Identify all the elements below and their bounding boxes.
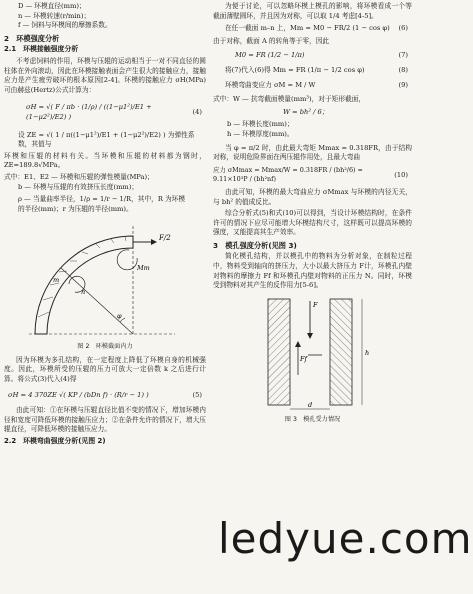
equation-9: [213, 81, 412, 91]
equation-10-number: (10): [394, 170, 408, 179]
def-n: n — 环模转速(r/min)；: [18, 11, 91, 20]
def-b: b — 环模与压辊的有效挤压长度(mm)；: [18, 182, 139, 191]
axial-force-arrowhead: [307, 333, 313, 339]
figure-2-caption: 图 2 环模截面内力: [77, 343, 133, 351]
die-wall-right: [330, 299, 352, 405]
label-d: d: [307, 400, 312, 409]
equation-5-body: σH = 4 370ZE √( KP / (bDn f) · (R/r − 1) ): [8, 390, 149, 399]
force-arrowhead: [151, 239, 157, 245]
section-2-title: 2 环模强度分析: [4, 33, 60, 43]
conclusion-paragraph: 由此可知：①在环模与压辊直径比值不变的情况下，增加环模内径和宽度可降低环模的接触压应力；②在条件允许的情况下，增大压辊直径，可降低环模的接触压应力。: [4, 406, 206, 434]
equation-4-number: (4): [192, 108, 202, 117]
label-h: h: [364, 348, 369, 357]
summary-paragraph: 综合分析式(5)和式(10)可以得到，当设计环模结构时，在条件许可的情况下应尽可能增大环模结构尺寸，这样既可以提高环模的强度，又能提高其生产效率。: [213, 209, 412, 237]
watermark: ledyue.com: [218, 514, 473, 563]
label-F2: F/2: [159, 234, 171, 243]
moment-arrow: [117, 250, 137, 270]
def-b-right: b — 环模长度(mm)；: [227, 120, 294, 129]
label-F: F: [312, 300, 318, 309]
friction-arrowhead: [295, 341, 301, 347]
equation-9-body: 环模弯曲变应力 σM = M / W: [225, 80, 316, 89]
label-M0: Mm: [137, 264, 150, 273]
label-n: n: [81, 288, 86, 297]
equation-7: [213, 51, 412, 61]
after-eq10-paragraph: 由此可知，环模的最大弯曲应力 σMmax 与环模的内径无关，与 bh² 的值成反比。: [213, 187, 412, 206]
where-E: 式中：E1、E2 — 环模和压辊的弹性模量(MPa)；: [4, 172, 154, 181]
section-3-paragraph: 简化模孔结构，并以模孔中的物料为分析对象，在制粒过程中，物料受到轴向的挤压力，大小以最大挤压力 F计，环模孔内壁对物料的摩擦力 Ff 和环模孔内壁对物料的正压力 N。同时，环模受到物料对其产生的反作用力[5-6]。: [213, 252, 412, 290]
equation-6-body: 在任一截面 m–n 上，Mm = M0 − FR/2 (1 − cos φ): [225, 24, 390, 33]
equation-6-number: (6): [398, 24, 408, 33]
def-rho: ρ — 当量曲率半径，1/ρ = 1/r − 1/R，其中，R 为环模: [18, 195, 186, 204]
equation-4: [4, 103, 206, 122]
section-2-2-title: 2.2 环模弯曲强度分析(见图 2): [4, 437, 106, 446]
equation-10-body: 应力 σMmax = Mmax/W = 0.318FR / (bh²/6) = 9.11×10³P / (bh²nf): [213, 165, 363, 184]
ze-paragraph: 环模和压辊的材料有关。当环模和压辊的材料都为钢时，ZE=189.8√MPa。: [4, 151, 206, 170]
label-phi: φ: [117, 312, 122, 321]
def-rho-cont: 的半径(mm)；r 为压辊的半径(mm)。: [18, 204, 133, 213]
equation-6-note: 由于对称，截面 A 的转角等于零，因此: [213, 36, 330, 45]
figure-3-caption: 图 3 模孔受力情况: [284, 415, 341, 423]
max-moment-paragraph: 当 φ = π/2 时，由此最大弯矩 Mmax = 0.318FR，由于结构对称，说明危险界面在两压辊作用处，且最大弯曲: [213, 143, 412, 162]
equation-8-body: 将(7)代入(6)得 Mm = FR (1/π − 1/2 cos φ): [225, 65, 365, 74]
after-figure-paragraph: 因为环模为多孔结构，在一定程度上降低了环模自身的机械强度。因此，环模所受的压辊的压力可放大一定倍数 k 之后进行计算。将公式(3)代入(4)得: [4, 355, 206, 384]
equation-7-number: (7): [398, 51, 408, 60]
equation-7-body: M0 = FR (1/2 − 1/π): [235, 51, 305, 60]
equation-10: [213, 166, 412, 185]
def-f: f — 饲料与环模间的摩擦系数。: [18, 21, 112, 30]
figure-3-die-hole: [238, 295, 388, 413]
equation-6: [213, 24, 412, 34]
section-2-1-title: 2.1 环模接触强度分析: [4, 45, 79, 54]
figure-2-ring-section: [25, 222, 185, 340]
label-m: m: [53, 276, 60, 285]
equation-4-body: σH = √( F / πb · (1/ρ) / ((1−μ1²)/E1 + (1−μ2²)/E2) ): [26, 103, 152, 121]
equation-9-number: (9): [398, 80, 408, 89]
die-wall-left: [268, 299, 290, 405]
intro-paragraph: 为便于讨论，可以忽略环模上模孔的影响，将环模看成一个等截面薄壁圆环，并且因为对称，可以取 1/4 考虑[4-5]。: [213, 2, 412, 20]
section-2-1-paragraph: 不考虑饲料的作用，环模与压辊的运动相当于一对不同直径的圆柱体在外向滚动，因此在环模接触表面会产生很大的接触应力，接触应力是产生疲劳破坏的根本原因[2-4]。环模的接触应力 σH(MPa)可由赫兹(Hertz)公式计算为：: [4, 56, 206, 94]
equation-8: [213, 66, 412, 76]
equation-8-number: (8): [398, 65, 408, 74]
label-Ff: Ff: [299, 354, 307, 363]
equation-5: [4, 391, 206, 401]
w-formula: W = bh² / 6；: [283, 107, 329, 116]
right-column: [213, 2, 412, 428]
equation-5-number: (5): [192, 390, 202, 399]
w-definition: 式中：W — 抗弯截面模量(mm³)，对于矩形截面，: [213, 95, 366, 104]
ze-definition: 设 ZE = √( 1 / π((1−μ1²)/E1 + (1−μ2²)/E2) ) 为弹性系数，其值与: [18, 130, 195, 149]
section-3-title: 3 模孔强度分析(见图 3): [213, 240, 297, 250]
def-h: h — 环模厚度(mm)。: [227, 129, 294, 138]
def-D: D — 环模直径(mm)；: [18, 2, 86, 10]
left-column: [4, 2, 206, 449]
ring-hatch: [38, 236, 126, 317]
